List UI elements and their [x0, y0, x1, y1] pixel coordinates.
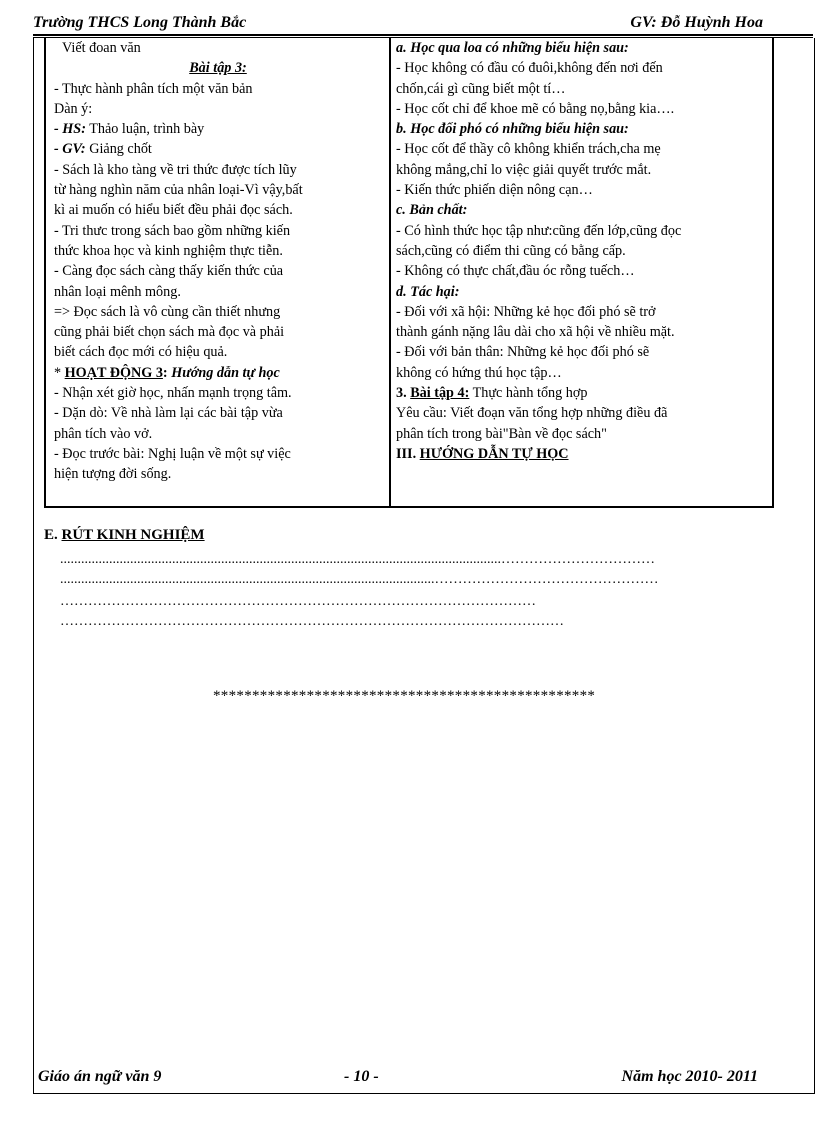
header-rule	[33, 34, 813, 36]
subheading: b. Học đối phó có những biểu hiện sau:	[396, 121, 629, 138]
text-line: - Học không có đầu có đuôi,không đến nơi đến	[396, 60, 663, 77]
role-text: Giảng chốt	[85, 141, 152, 158]
text-line: - Sách là kho tàng về tri thức được tích lũy	[54, 161, 297, 178]
text-line: - Đọc trước bài: Nghị luận về một sự việc	[54, 445, 291, 462]
bullet: *	[54, 364, 65, 381]
dotted-line: ………………………………………………………………………………………………	[60, 614, 564, 629]
exercise-title: Bài tập 4:	[410, 385, 470, 402]
text-line: - Tri thưc trong sách bao gồm những kiến	[54, 222, 291, 239]
text-line: - Đối với bản thân: Những kẻ học đối phó sẽ	[396, 344, 650, 361]
text-line: chốn,cái gì cũng biết một tí…	[396, 80, 566, 97]
activity-subtitle: Hướng dẫn tự học	[171, 364, 280, 381]
dotted-line: …………………………………………………………………………………………	[60, 594, 536, 609]
page-number: - 10 -	[344, 1068, 379, 1085]
text-line: thành gánh nặng lâu dài cho xã hội về nhiều mặt.	[396, 324, 675, 341]
activity-heading	[54, 363, 382, 383]
star-divider: *************************************************	[213, 688, 596, 704]
teacher-name: GV: Đỗ Huỳnh Hoa	[630, 14, 763, 31]
right-column	[396, 38, 768, 464]
text-line: kì ai muốn có hiểu biết đều phải đọc sách.	[54, 202, 293, 219]
text-line: từ hàng nghìn năm của nhân loại-Vì vậy,bất	[54, 182, 303, 199]
text-line: - Nhận xét giờ học, nhấn mạnh trọng tâm.	[54, 385, 292, 402]
text-line: hiện tượng đời sống.	[54, 466, 172, 483]
section-e-heading	[44, 527, 205, 544]
text-line	[54, 119, 382, 139]
section-title: RÚT KINH NGHIỆM	[61, 527, 205, 543]
section-title: HƯỚNG DẪN TỰ HỌC	[419, 445, 569, 462]
section-prefix: E.	[44, 527, 62, 543]
text-line: Yêu cầu: Viết đoạn văn tổng hợp những điều đã	[396, 405, 668, 422]
footer-subject: Giáo án ngữ văn 9	[38, 1068, 162, 1085]
text-line	[54, 139, 382, 159]
text-line: nhân loại mênh mông.	[54, 283, 181, 300]
text-line: - Thực hành phân tích một văn bản	[54, 80, 253, 97]
subheading: d. Tác hại:	[396, 283, 460, 300]
left-column	[54, 38, 382, 485]
activity-title: HOẠT ĐỘNG 3	[64, 364, 163, 381]
school-name: Trường THCS Long Thành Bắc	[33, 14, 247, 31]
text-line: không mắng,chỉ lo việc giải quyết trước mắt.	[396, 161, 652, 178]
subheading: a. Học qua loa có những biểu hiện sau:	[396, 40, 629, 56]
role-label: - HS:	[54, 121, 86, 138]
dotted-line: ..............................................................................................................................……………………………	[60, 552, 655, 567]
text-line: thức khoa học và kinh nghiệm thực tiễn.	[54, 242, 283, 259]
colon: :	[162, 364, 172, 381]
text-line: cũng phải biết chọn sách mà đọc và phải	[54, 324, 285, 341]
text-line: Dàn ý:	[54, 100, 93, 117]
text-line: không có hứng thú học tập…	[396, 364, 562, 381]
exercise-text: Thực hành tổng hợp	[469, 385, 588, 402]
text-line: - Học cốt để thầy cô không khiển trách,cha mẹ	[396, 141, 661, 158]
text-line: - Đối với xã hội: Những kẻ học đối phó sẽ trở	[396, 303, 656, 320]
column-divider	[389, 38, 391, 506]
school-year: Năm học 2010- 2011	[621, 1068, 758, 1085]
text-line: phân tích vào vở.	[54, 425, 153, 442]
exercise-line	[396, 383, 768, 403]
role-text: Thảo luận, trình bày	[85, 121, 205, 138]
text-line: - Học cốt chỉ để khoe mẽ có bằng nọ,bằng kia….	[396, 100, 675, 117]
lesson-table	[44, 38, 774, 508]
section-heading	[396, 444, 768, 464]
text-line: - Không có thực chất,đầu óc rỗng tuếch…	[396, 263, 635, 280]
subheading: c. Bản chất:	[396, 202, 468, 219]
number: 3.	[396, 385, 411, 402]
text-line: sách,cũng có điểm thi cũng có bằng cấp.	[396, 242, 626, 259]
role-label: - GV:	[54, 141, 86, 158]
text-line: => Đọc sách là vô cùng cần thiết nhưng	[54, 303, 281, 320]
dotted-line: ...........................................................................................................…………………………………………	[60, 572, 659, 587]
exercise-heading: Bài tập 3:	[189, 60, 247, 77]
text-line: biết cách đọc mới có hiệu quả.	[54, 344, 228, 361]
roman-numeral: III.	[396, 445, 420, 462]
text-line: phân tích trong bài"Bàn về đọc sách"	[396, 425, 607, 442]
text-line: - Dặn dò: Về nhà làm lại các bài tập vừa	[54, 405, 283, 422]
text-line: - Càng đọc sách càng thấy kiến thức của	[54, 263, 284, 280]
text-line: - Có hình thức học tập như:cũng đến lớp,cũng đọc	[396, 222, 682, 239]
text-line: - Kiến thức phiến diện nông cạn…	[396, 182, 593, 199]
text-line: Viết đoan văn	[62, 40, 141, 56]
page-footer	[38, 1068, 778, 1090]
page-header	[33, 14, 813, 34]
